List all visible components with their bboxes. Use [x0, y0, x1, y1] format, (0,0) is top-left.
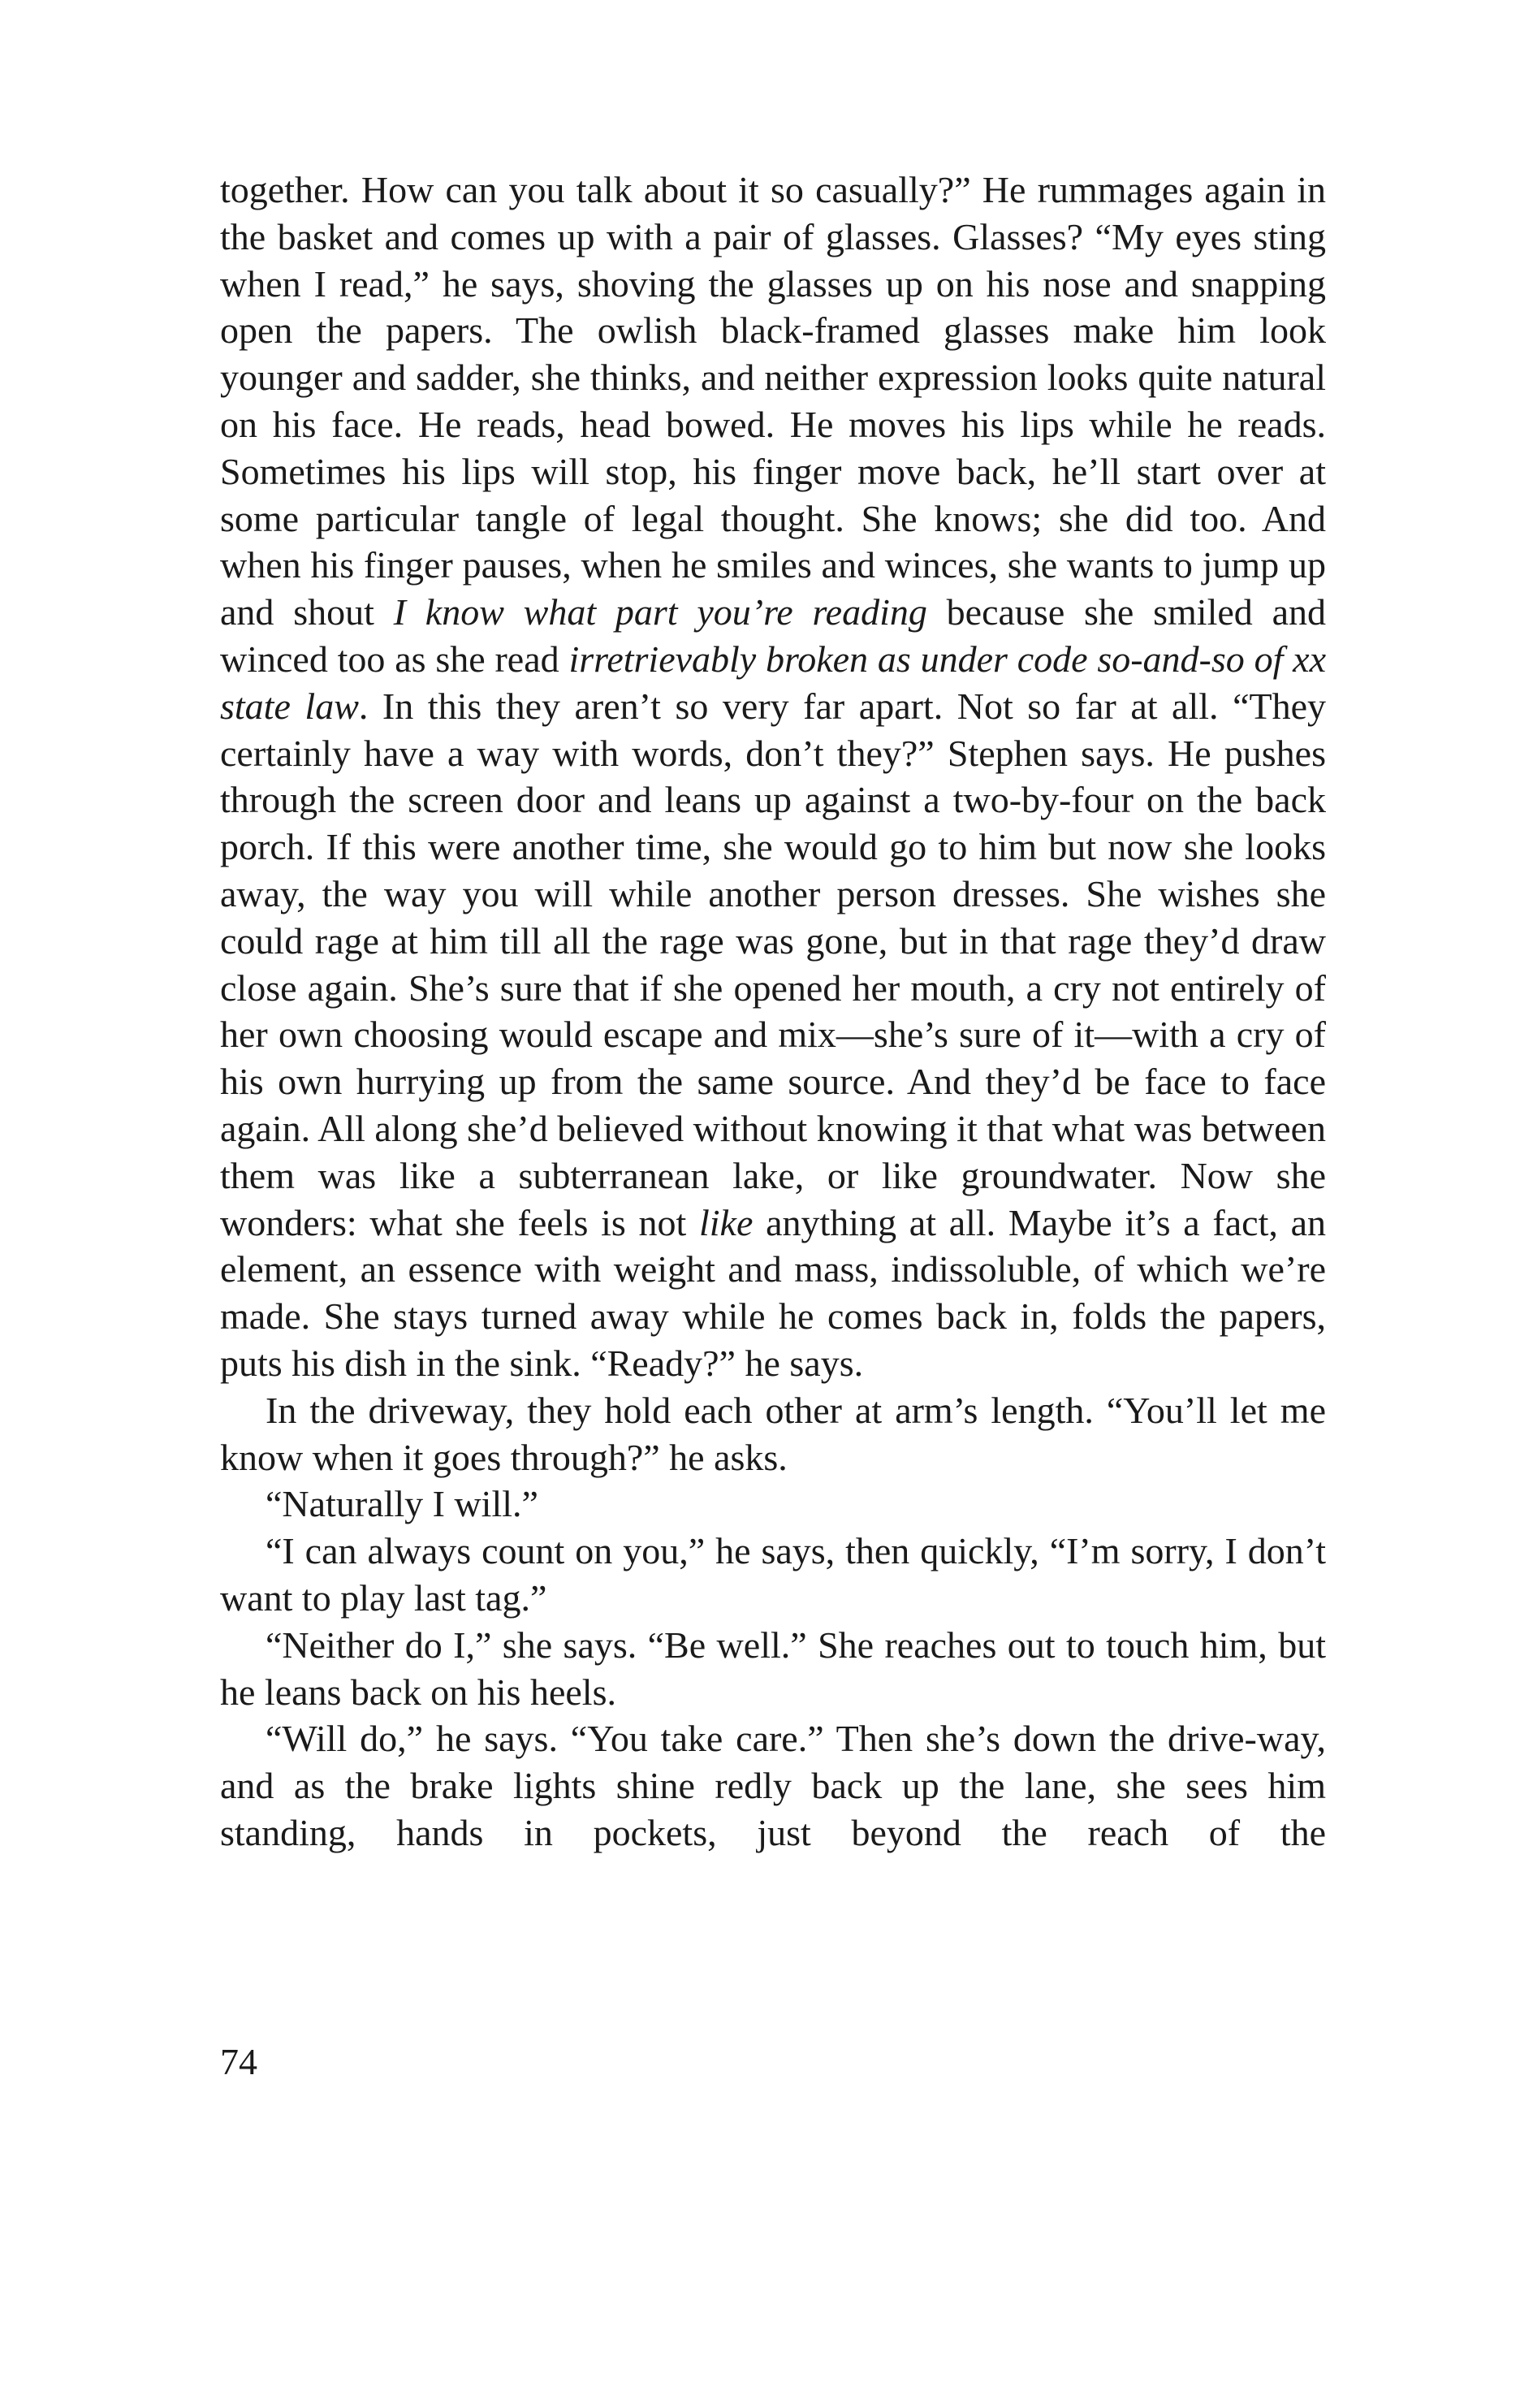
paragraph-1-part-b: because she smiled and winced too as she read [220, 591, 1326, 680]
body-text [220, 166, 1326, 1857]
paragraph-1-part-c: . In this they aren’t so very far apart. Not so far at all. “They certainly have a way with words, don’t they?” Stephen says. He pushes through the screen door and leans up against a two-by-four on the back porch. If this were another time, she would go to him but now she looks away, the way you will while another person dresses. She wishes she could rage at him till all the rage was gone, but in that rage they’d draw close again. She’s sure that if she opened her mouth, a cry not entirely of her own choosing would escape and mix—she’s sure of it—with a cry of his own hurrying up from the same source. And they’d be face to face again. All along she’d believed without knowing it that what was between them was like a subterranean lake, or like groundwater. Now she wonders: what she feels is not [220, 685, 1326, 1243]
paragraph-1 [220, 166, 1326, 1387]
italic-word-like: like [698, 1201, 754, 1243]
page-number: 74 [220, 2041, 257, 2082]
paragraph-5: “Neither do I,” she says. “Be well.” She reaches out to touch him, but he leans back on his heels. [220, 1623, 1326, 1713]
paragraph-1-part-a: together. How can you talk about it so casually?” He rummages again in the basket and comes up with a pair of glasses. Glasses? “My eyes sting when I read,” he says, shoving the glasses up on his nose and snapping open the papers. The owlish black-framed glasses make him look younger and sadder, she thinks, and neither expression looks quite natural on his face. He reads, head bowed. He moves his lips while he reads. Sometimes his lips will stop, his finger move back, he’ll start over at some particular tangle of legal thought. She knows; she did too. And when his finger pauses, when he smiles and winces, she wants to jump up and shout [220, 169, 1326, 633]
italic-phrase-2: irretrievably broken as under code so-and-so of xx state law [220, 638, 1327, 727]
paragraph-6: “Will do,” he says. “You take care.” Then she’s down the drive-way, and as the brake lights shine redly back up the lane, she sees him standing, hands in pockets, just beyond the reach of the [220, 1718, 1326, 1853]
paragraph-1-part-d: anything at all. Maybe it’s a fact, an element, an essence with weight and mass, indissoluble, of which we’re made. She stays turned away while he comes back in, folds the papers, puts his dish in the sink. “Ready?” he says. [220, 1201, 1326, 1384]
paragraph-4: “I can always count on you,” he says, then quickly, “I’m sorry, I don’t want to play last tag.” [220, 1530, 1326, 1619]
paragraph-2: In the driveway, they hold each other at arm’s length. “You’ll let me know when it goes through?” he asks. [220, 1389, 1326, 1478]
italic-phrase-1: I know what part you’re reading [393, 591, 927, 633]
paragraph-3: “Naturally I will.” [266, 1483, 538, 1525]
